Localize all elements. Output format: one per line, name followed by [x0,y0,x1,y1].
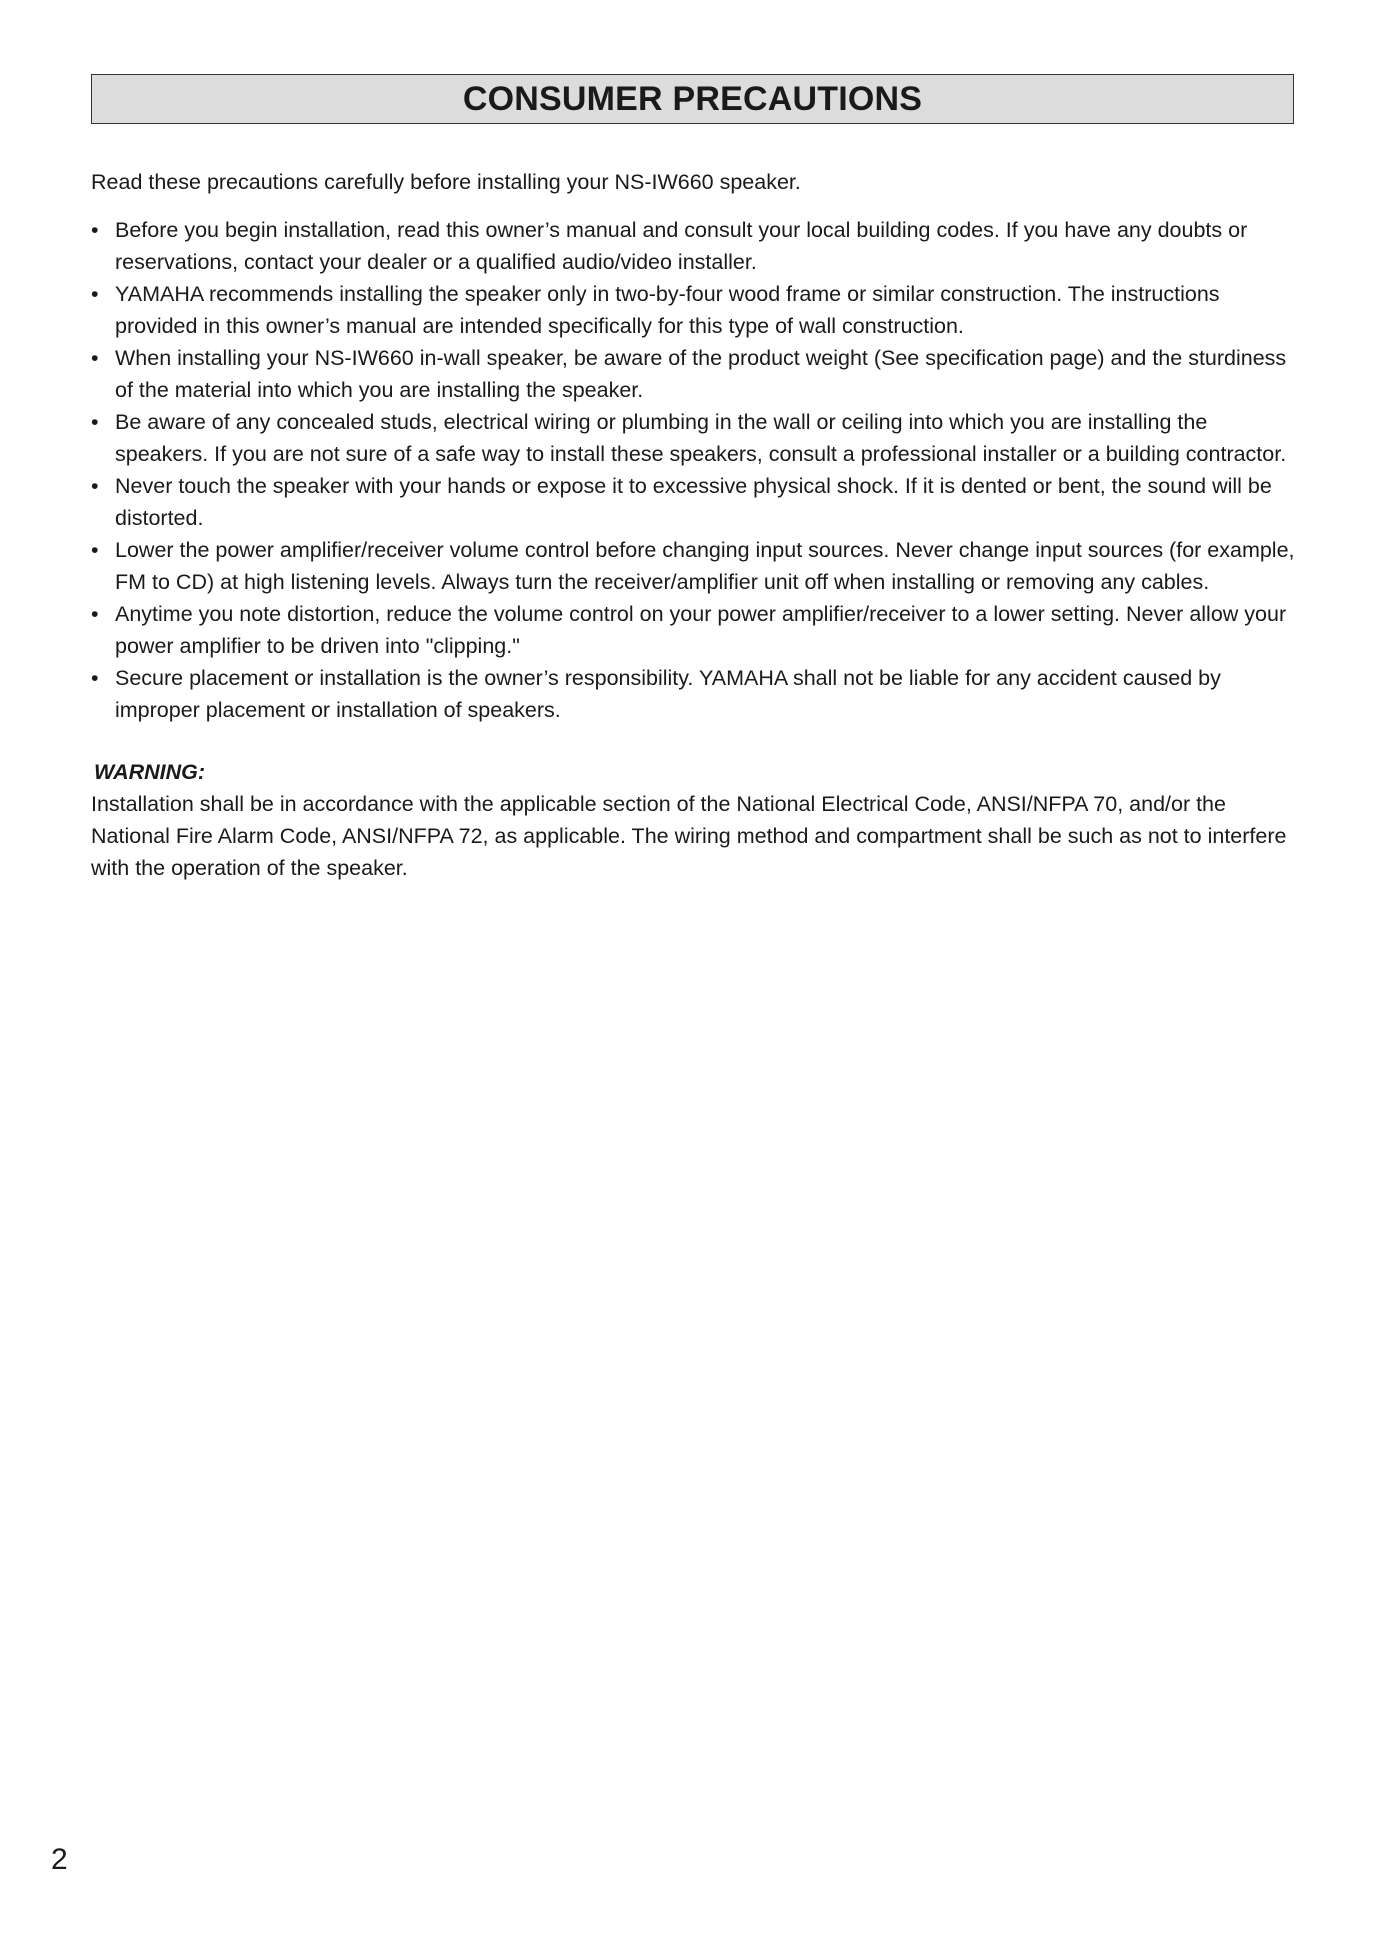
precaution-text: Lower the power amplifier/receiver volume control before changing input sources. Never change input sources (for example, FM to CD) at high listening levels. Always turn the receiver/amplifier unit off when installing or removing any cables. [115,538,1295,594]
precautions-list [91,214,1301,726]
precaution-text: Be aware of any concealed studs, electrical wiring or plumbing in the wall or ceiling into which you are installing the speakers. If you are not sure of a safe way to install these speakers, consult a professional installer or a building contractor. [115,410,1287,466]
page-number: 2 [51,1843,68,1876]
precaution-item [91,214,1301,278]
bullet-icon: • [91,410,99,434]
precaution-text: Secure placement or installation is the owner’s responsibility. YAMAHA shall not be liable for any accident caused by improper placement or installation of speakers. [115,666,1221,722]
page-title: CONSUMER PRECAUTIONS [462,79,923,118]
section-title-box [91,74,1294,124]
bullet-icon: • [91,666,99,690]
precaution-text: When installing your NS-IW660 in-wall speaker, be aware of the product weight (See specification page) and the sturdiness of the material into which you are installing the speaker. [115,346,1287,402]
warning-text: Installation shall be in accordance with the applicable section of the National Electrical Code, ANSI/NFPA 70, and/or the National Fire Alarm Code, ANSI/NFPA 72, as applicable. The wiring method and compartment shall be such as not to interfere with the operation of the speaker. [91,792,1287,880]
precaution-item [91,342,1301,406]
bullet-icon: • [91,282,99,306]
bullet-icon: • [91,218,99,242]
precaution-text: YAMAHA recommends installing the speaker only in two-by-four wood frame or similar construction. The instructions provided in this owner’s manual are intended specifically for this type of wall construction. [115,282,1220,338]
precaution-item [91,534,1301,598]
precaution-item [91,662,1301,726]
bullet-icon: • [91,538,99,562]
bullet-icon: • [91,602,99,626]
precaution-text: Before you begin installation, read this owner’s manual and consult your local building codes. If you have any doubts or reservations, contact your dealer or a qualified audio/video installer. [115,218,1248,274]
precaution-item [91,406,1301,470]
precaution-text: Anytime you note distortion, reduce the volume control on your power amplifier/receiver to a lower setting. Never allow your power amplifier to be driven into "clipping." [115,602,1287,658]
bullet-icon: • [91,346,99,370]
warning-heading: WARNING: [94,760,206,784]
bullet-icon: • [91,474,99,498]
intro-paragraph: Read these precautions carefully before installing your NS-IW660 speaker. [91,170,801,194]
main-content [91,166,1301,884]
precaution-item [91,278,1301,342]
precaution-item [91,598,1301,662]
precaution-text: Never touch the speaker with your hands or expose it to excessive physical shock. If it is dented or bent, the sound will be distorted. [115,474,1272,530]
precaution-item [91,470,1301,534]
